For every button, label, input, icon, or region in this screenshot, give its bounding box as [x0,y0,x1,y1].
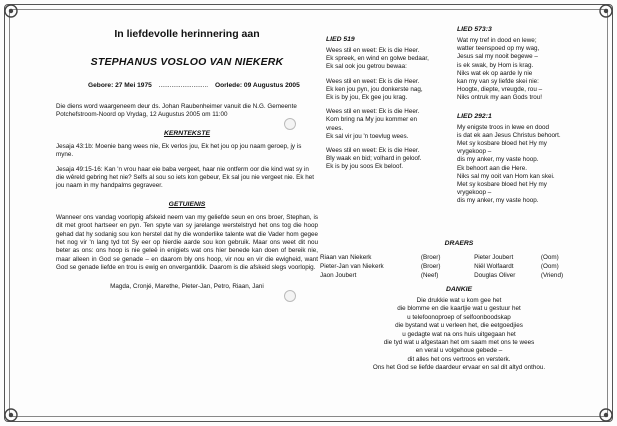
service-text: Die diens word waargeneem deur ds. Johan Raubenheimer vanuit die N.G. Gemeente Potchefstroom-Noord op Vrydag, 12 Augustus 2005 om 11:00 [56,103,297,119]
died-date: 09 Augustus 2005 [243,82,300,89]
bearer-name: Pieter Joubert [474,254,514,261]
dankie-title: DANKIE [445,286,473,293]
died-label: Oorlede: [214,82,243,89]
stanza-line: Met sy kosbare bloed het Hy my [457,140,547,148]
bearer-name: Douglas Oliver [474,272,516,279]
stanza-line: vrygekoop – [457,189,492,197]
lied-519-stanza [326,108,444,141]
lied-519-stanza [326,78,444,103]
dankie-line: u telefoonoproep of selfoonboodskap [407,313,511,321]
dankie-line: en veral u volgehoue gebede – [415,347,503,355]
stanza-line: Wees stil en weet: Ek is die Heer. [326,108,420,116]
lied-292-stanza [457,124,595,206]
lied-519-stanza [326,147,444,172]
dankie-line: u gedagte wat na ons huis uitgegaan het [402,330,516,338]
dates-line [88,82,318,89]
stanza-line: dis my anker, my vaste hoop. [457,197,539,205]
stanza-line: Hoogte, diepte, vreugde, rou – [457,86,543,94]
lied-573-title: LIED 573:3 [457,26,492,33]
stanza-line: Jesus sal my nooit begewe – [457,53,538,61]
kerntekste-text-2: Jesaja 49:15-16: Kan 'n vrou haar eie baba vergeet, haar nie ontferm oor die kind wat sy in die wêreld gebring het nie? Selfs al sou so iets kon gebeur, Ek sal jou nie vergeet nie. Ek het jou naam in my handpalms gegraveer. [56,165,314,190]
stanza-line: Ek behoort aan die Here. [457,164,528,172]
punch-hole [284,290,296,302]
stanza-line: My enigste troos in lewe en dood [457,123,550,131]
stanza-line: Niks wat ek op aarde ly nie [457,69,533,77]
dankie-line: die bystand wat u verleen het, die eetgoedjies [395,322,523,330]
kerntekste-text-1: Jesaja 43:1b: Moenie bang wees nie, Ek verlos jou, Ek het jou op jou naam geroep, jy is myne. [56,142,302,159]
deceased-name: STEPHANUS VOSLOO VAN NIEKERK [90,56,284,68]
getuienis-text: Wanneer ons vandag voorlopig afskeid neem van my geliefde seun en ons broer, Stephan, is dit met groot hartseer en pyn. Ten spyte van sy jarelange werstelstryd het ons tog die hoop gehad dat hy sodanig sou kon herstel dat hy die wonderlike talente wat die Vader hom gegee het nog vir 'n lang tyd tot Sy eer op hierdie aarde sou kon gebruik. Maar ons weet dit nou beter as ons: ons hoop is nie geleë in enigiets wat ons hier benede kan doen of bereik nie, maar alleen in God se genade – en daarom bly ons hoop, vir nou en vir die ewigheid, want God se genade liefde en trou is ewig en onvergantklik. Daarom is die afskeid slegs voorlopig. [56,213,318,272]
stanza-line: Wees stil en weet: Ek is die Heer. [326,47,420,54]
dankie-line: Die drukkie wat u kom gee het [416,297,502,304]
dankie-line: die blomme en die kaartjie wat u gestuur het [397,305,521,313]
family-signature: Magda, Cronjé, Marethe, Pieter-Jan, Petro, Riaan, Jani [110,282,264,290]
stanza-line: vrees. [326,124,344,132]
stanza-line: kan my van sy liefde skei nie: [457,78,539,86]
bearer-name: Jaon Joubert [320,272,357,279]
stanza-line: is ek swak, by Hom is krag. [457,61,534,69]
lied-292-title: LIED 292:1 [457,112,492,120]
table-row [320,253,598,262]
lied-519-column [326,36,444,178]
table-row [320,271,598,280]
bearer-name: Niël Wolfaardt [474,263,514,270]
dankie-text [320,297,598,373]
bearer-relation: (Oom) [540,254,559,261]
left-column [56,28,318,290]
stanza-line: Wees stil en weet: Ek is die Heer. [326,77,420,85]
stanza-line: is dat ek aan Jesus Christus behoort. [457,131,561,139]
lied-519-stanza [326,47,444,72]
stanza-line: Ek ken jou pyn, jou donkerste nag, [326,85,423,93]
stanza-line: Ek spreek, en wind en golwe bedaar, [326,55,429,63]
stanza-line: Wees stil en weet: Ek is die Heer. [326,147,420,155]
draers-dankie-section [320,240,598,373]
corner-ornament-icon [597,406,615,424]
corner-ornament-icon [2,406,20,424]
lied-573-stanza [457,37,595,103]
born-label: Gebore: [88,82,114,89]
kerntekste-title: KERNTEKSTE [163,129,211,137]
stanza-line: watter teenspoed op my wag, [457,45,540,53]
dates-dots: ........................... [158,82,209,89]
corner-ornament-icon [2,2,20,20]
stanza-line: Bly waak en bid; volhard in geloof. [326,155,422,163]
bearer-relation: (Vriend) [540,272,564,279]
stanza-line: Ek sal ook jou getrou bewaa: [326,63,407,71]
draers-title: DRAERS [444,240,474,247]
bearer-relation: (Neef) [420,272,439,279]
stanza-line: Met sy kosbare bloed het Hy my [457,181,547,189]
corner-ornament-icon [597,2,615,20]
stanza-line: Ek is by jou soos Ek beloof. [326,163,404,171]
stanza-line: Ek sal vir jou 'n toevlug wees. [326,132,409,140]
bearer-name: Riaan van Niekerk [320,254,372,261]
bearer-relation: (Broer) [420,263,441,270]
bearer-relation: (Broer) [420,254,441,261]
stanza-line: Niks ontruk my aan Gods trou! [457,94,543,102]
dankie-line: Ons het God se liefde daardeur ervaar en sal dit altyd onthou. [372,364,546,372]
lied-right-column [457,26,595,212]
getuienis-title: GETUIENIS [168,200,206,208]
draers-table [320,253,598,280]
stanza-line: dis my anker, my vaste hoop. [457,156,539,164]
born-date: 27 Mei 1975 [115,82,152,89]
card-heading: In liefdevolle herinnering aan [114,28,260,40]
stanza-line: Niks sal my ooit van Hom kan skei. [457,172,555,180]
dankie-line: dit alles het ons vertroos en versterk. [407,355,511,363]
stanza-line: Kom bring na My jou kommer en [326,116,417,124]
dankie-line: die tyd wat u afgestaan het om saam met ons te wees [383,339,535,347]
lied-519-title: LIED 519 [326,36,355,43]
bearer-name: Pieter-Jan van Niekerk [320,263,384,270]
table-row [320,262,598,271]
bearer-relation: (Oom) [540,263,559,270]
stanza-line: Wat my tref in dood en lewe; [457,37,537,44]
stanza-line: Ek is by jou, Ek gee jou krag. [326,94,408,102]
stanza-line: vrygekoop – [457,148,492,156]
